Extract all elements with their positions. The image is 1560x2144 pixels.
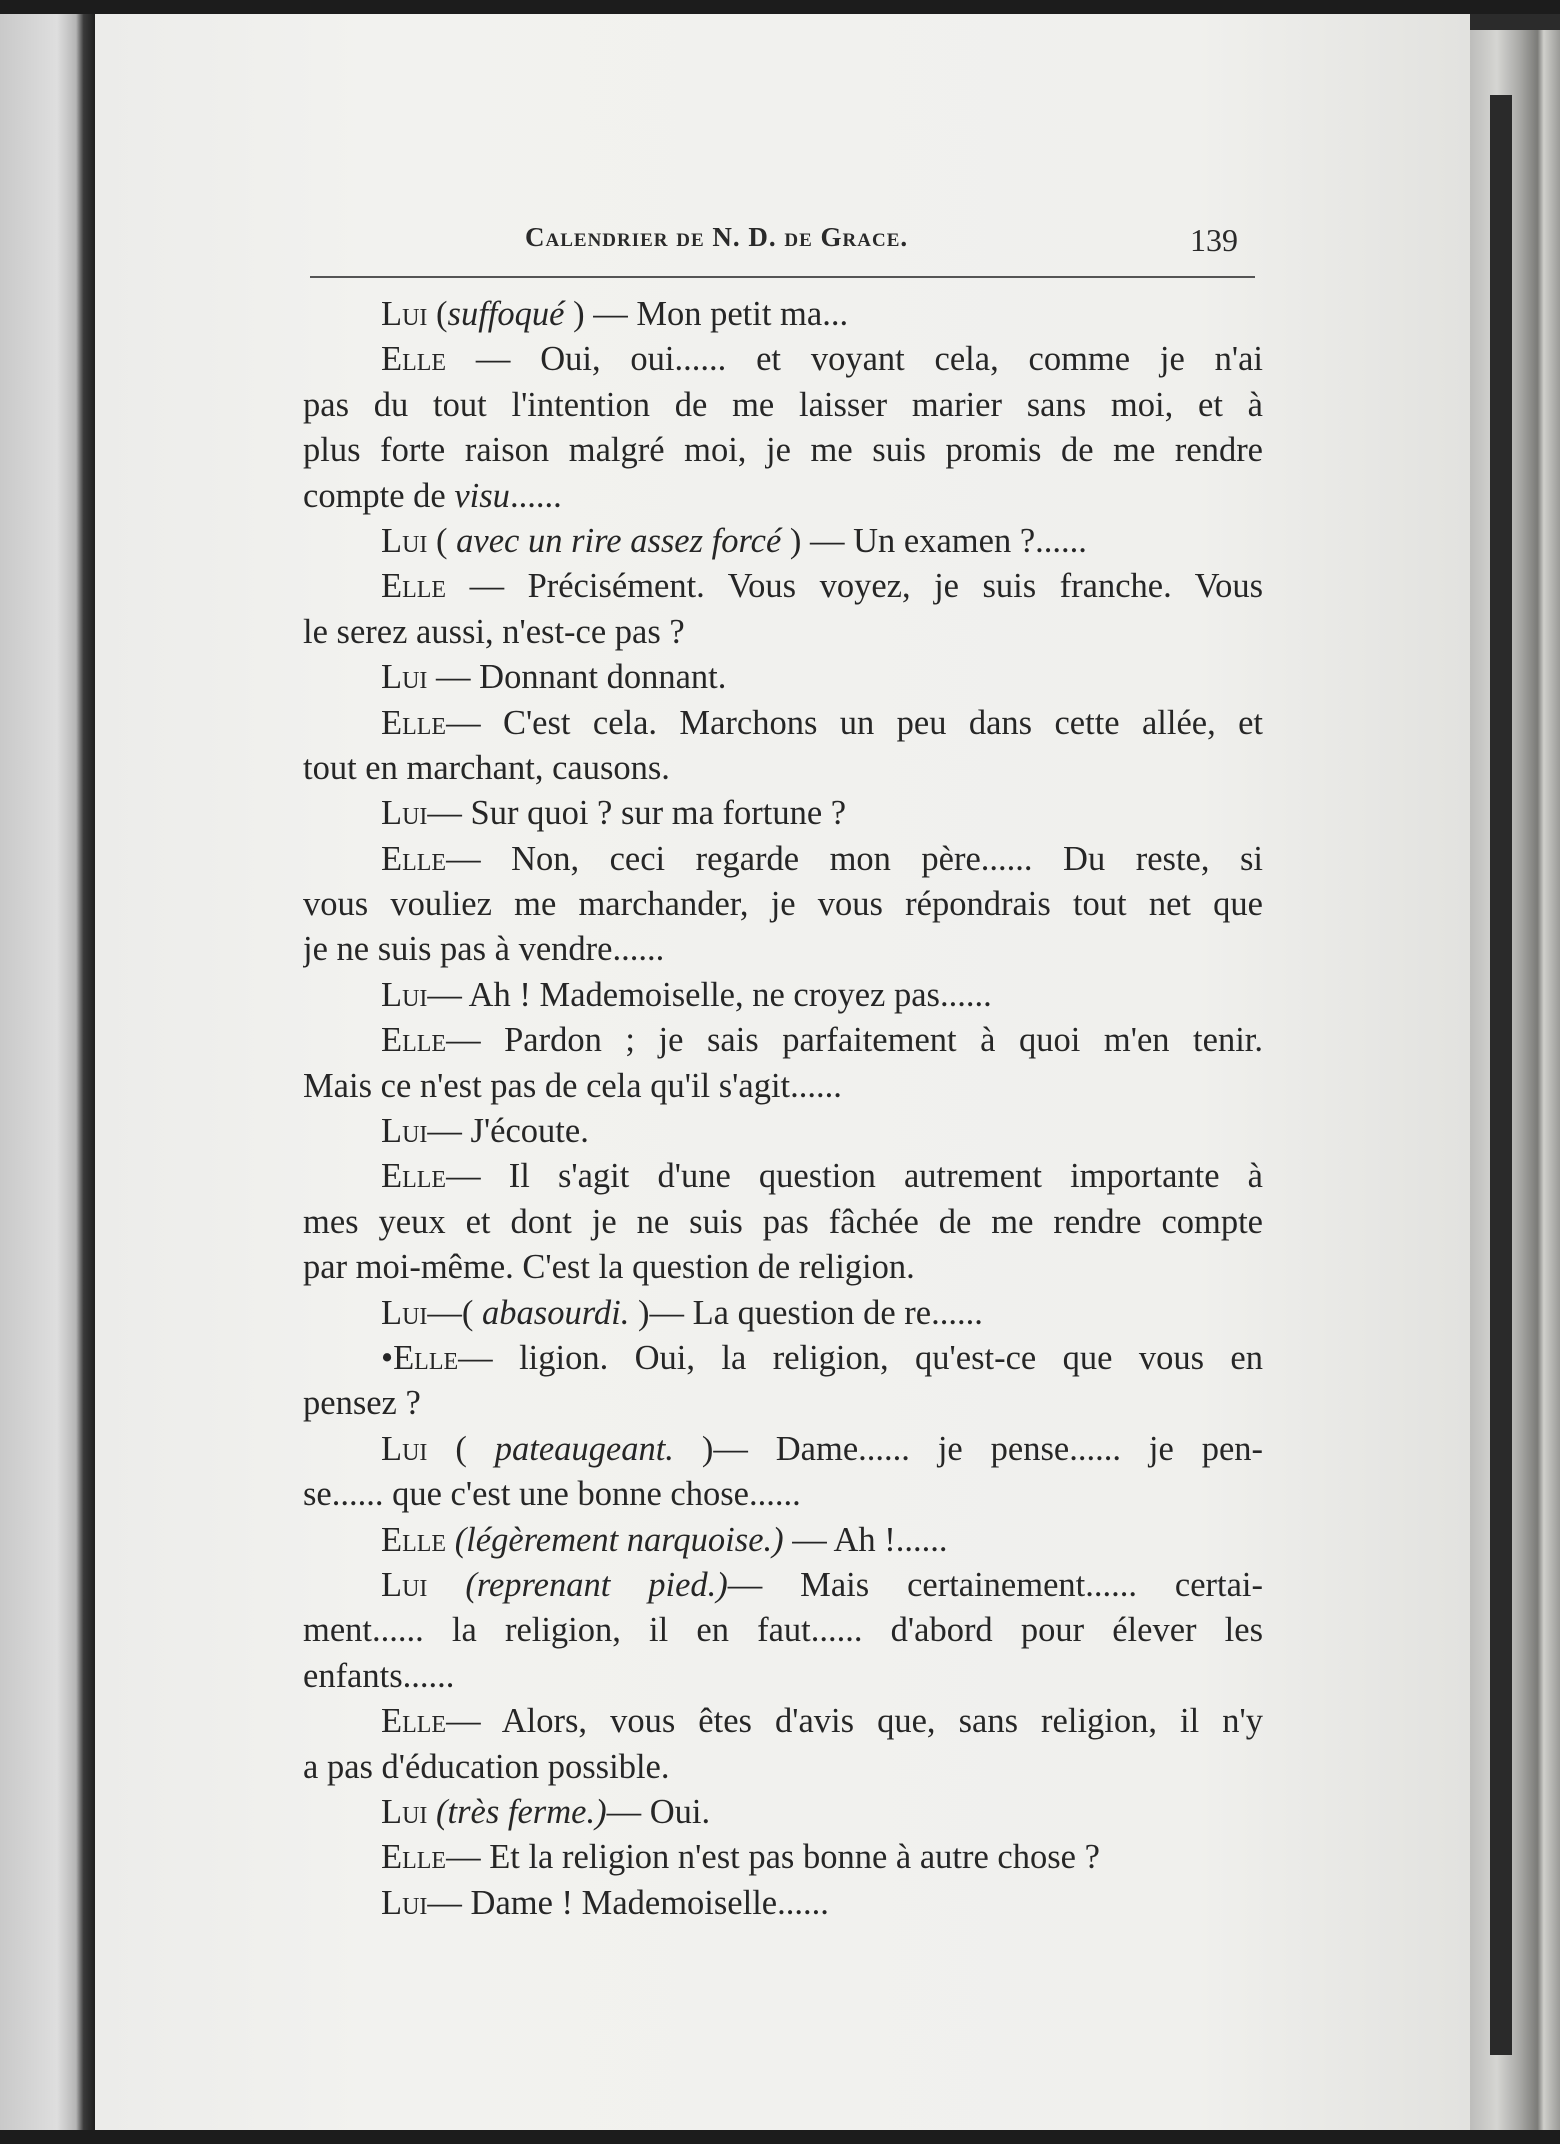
- text-line: [303, 292, 1263, 337]
- dialogue-text: — Non, ceci regarde mon père...... Du reste, si: [446, 839, 1263, 878]
- speaker-name: Lui: [381, 1792, 428, 1831]
- speaker-name: Lui: [381, 1429, 428, 1468]
- dialogue-text: — Ah !......: [783, 1520, 948, 1559]
- dialogue-text: — Il s'agit d'une question autrement importante à: [446, 1157, 1263, 1196]
- dialogue-text: je ne suis pas à vendre......: [303, 930, 665, 969]
- dialogue-text: — Oui, oui...... et voyant cela, comme je n'ai: [446, 340, 1263, 379]
- dialogue-text: )— Dame...... je pense...... je pen-: [673, 1429, 1263, 1468]
- speaker-name: Elle: [381, 1702, 447, 1741]
- dialogue-text: (: [427, 521, 457, 560]
- dialogue-text: ) — Mon petit ma...: [564, 295, 849, 333]
- stage-direction: avec un rire assez forcé: [456, 521, 782, 560]
- dialogue-text: tout en marchant, causons.: [303, 748, 670, 787]
- speaker-name: Lui: [381, 975, 428, 1014]
- text-line: [303, 1336, 1263, 1381]
- text-line: [303, 1518, 1263, 1563]
- text-line: [303, 1881, 1263, 1926]
- speaker-name: Lui: [381, 1565, 428, 1604]
- dialogue-text: •: [381, 1338, 394, 1377]
- text-line: [303, 1790, 1263, 1835]
- speaker-name: Elle: [381, 340, 447, 379]
- text-line: [303, 701, 1263, 746]
- text-line: [303, 337, 1263, 382]
- dialogue-text: (: [427, 295, 448, 333]
- speaker-name: Elle: [393, 1338, 459, 1377]
- running-title: Calendrier de N. D. de Grace.: [525, 222, 909, 252]
- text-line: [303, 1654, 1263, 1699]
- dialogue-text: — Dame ! Mademoiselle......: [427, 1883, 829, 1922]
- dialogue-text: — Pardon ; je sais parfaitement à quoi m'en tenir.: [446, 1021, 1263, 1060]
- dialogue-text: Mais ce n'est pas de cela qu'il s'agit......: [303, 1066, 842, 1105]
- dialogue-text: — Et la religion n'est pas bonne à autre chose ?: [446, 1838, 1100, 1877]
- text-line: [303, 1018, 1263, 1063]
- dialogue-text: — Oui.: [606, 1792, 711, 1831]
- text-line: [303, 1563, 1263, 1608]
- text-line: [303, 973, 1263, 1018]
- text-line: [303, 1835, 1263, 1880]
- dialogue-text: — Sur quoi ? sur ma fortune ?: [427, 794, 847, 833]
- speaker-name: Elle: [381, 839, 447, 878]
- dialogue-text: — J'écoute.: [427, 1112, 589, 1151]
- text-line: [303, 1608, 1263, 1653]
- text-line: [303, 655, 1263, 700]
- speaker-name: Elle: [381, 1021, 447, 1060]
- dialogue-text: pas du tout l'intention de me laisser marier sans moi, et à: [303, 385, 1263, 424]
- speaker-name: Elle: [381, 1838, 447, 1877]
- text-line: [303, 882, 1263, 927]
- dialogue-text: ment...... la religion, il en faut...... d'abord pour élever les: [303, 1611, 1263, 1650]
- speaker-name: Lui: [381, 1293, 428, 1332]
- speaker-name: Lui: [381, 1112, 428, 1151]
- dialogue-text: le serez aussi, n'est-ce pas ?: [303, 612, 685, 651]
- stage-direction: (très ferme.): [436, 1792, 607, 1831]
- dialogue-text: enfants......: [303, 1656, 455, 1695]
- dialogue-text: ) — Un examen ?......: [781, 521, 1087, 560]
- dialogue-text: —(: [427, 1293, 483, 1332]
- text-line: [303, 564, 1263, 609]
- text-line: [303, 1109, 1263, 1154]
- speaker-name: Lui: [381, 658, 428, 697]
- speaker-name: Elle: [381, 1520, 447, 1559]
- page-header: [310, 222, 1310, 262]
- speaker-name: Lui: [381, 521, 428, 560]
- text-line: [303, 1200, 1263, 1245]
- dialogue-text: — Alors, vous êtes d'avis que, sans religion, il n'y: [446, 1702, 1263, 1741]
- dialogue-text: a pas d'éducation possible.: [303, 1747, 670, 1786]
- previous-page-edge: [0, 14, 95, 2130]
- dialogue-text: (: [427, 1429, 495, 1468]
- body-text: [303, 292, 1263, 1926]
- speaker-name: Elle: [381, 1157, 447, 1196]
- text-line: [303, 1381, 1263, 1426]
- dialogue-text: se...... que c'est une bonne chose......: [303, 1475, 801, 1514]
- speaker-name: Lui: [381, 295, 428, 333]
- text-line: [303, 1064, 1263, 1109]
- text-line: [303, 428, 1263, 473]
- page-number: 139: [1190, 222, 1238, 258]
- dialogue-text: [446, 1521, 455, 1559]
- text-line: [303, 1427, 1263, 1472]
- text-line: [303, 1291, 1263, 1336]
- stage-direction: (reprenant pied.): [465, 1565, 728, 1604]
- stage-direction: abasourdi.: [482, 1293, 630, 1332]
- dialogue-text: plus forte raison malgré moi, je me suis promis de me rendre: [303, 431, 1263, 470]
- dialogue-text: — ligion. Oui, la religion, qu'est-ce que vous en: [458, 1338, 1263, 1377]
- speaker-name: Lui: [381, 794, 428, 833]
- scan-frame-top: [0, 0, 1560, 14]
- text-line: [303, 746, 1263, 791]
- speaker-name: Lui: [381, 1883, 428, 1922]
- dialogue-text: pensez ?: [303, 1384, 421, 1423]
- text-line: [303, 519, 1263, 564]
- dialogue-text: compte de: [303, 476, 455, 515]
- dialogue-text: )— La question de re......: [629, 1293, 983, 1332]
- dialogue-text: — Ah ! Mademoiselle, ne croyez pas......: [427, 975, 992, 1014]
- speaker-name: Elle: [381, 567, 447, 606]
- stage-direction: (légèrement narquoise.): [454, 1520, 784, 1559]
- text-line: [303, 383, 1263, 428]
- text-line: [303, 791, 1263, 836]
- speaker-name: Elle: [381, 703, 447, 742]
- dialogue-text: ......: [509, 476, 562, 515]
- dialogue-text: [427, 1793, 436, 1831]
- dialogue-text: — Mais certainement...... certai-: [727, 1565, 1263, 1604]
- dialogue-text: — Précisément. Vous voyez, je suis franche. Vous: [446, 567, 1263, 606]
- text-line: [303, 1472, 1263, 1517]
- stage-direction: suffoqué: [447, 295, 565, 333]
- dialogue-text: par moi-même. C'est la question de religion.: [303, 1248, 915, 1287]
- text-line: [303, 1245, 1263, 1290]
- text-line: [303, 1154, 1263, 1199]
- text-line: [303, 837, 1263, 882]
- dialogue-text: [427, 1566, 465, 1604]
- binding-shadow: [1490, 95, 1512, 2055]
- text-line: [303, 1699, 1263, 1744]
- page-stack-edge: [1470, 30, 1560, 2130]
- dialogue-text: vous vouliez me marchander, je vous répondrais tout net que: [303, 885, 1263, 924]
- scan-frame-bottom: [0, 2130, 1560, 2144]
- stage-direction: pateaugeant.: [494, 1429, 674, 1468]
- text-line: [303, 927, 1263, 972]
- dialogue-text: mes yeux et dont je ne suis pas fâchée de me rendre compte: [303, 1202, 1263, 1241]
- text-line: [303, 474, 1263, 519]
- dialogue-text: — Donnant donnant.: [427, 658, 727, 697]
- text-line: [303, 1745, 1263, 1790]
- header-rule: [310, 276, 1255, 278]
- stage-direction: visu: [454, 476, 510, 515]
- text-line: [303, 610, 1263, 655]
- dialogue-text: — C'est cela. Marchons un peu dans cette allée, et: [446, 703, 1263, 742]
